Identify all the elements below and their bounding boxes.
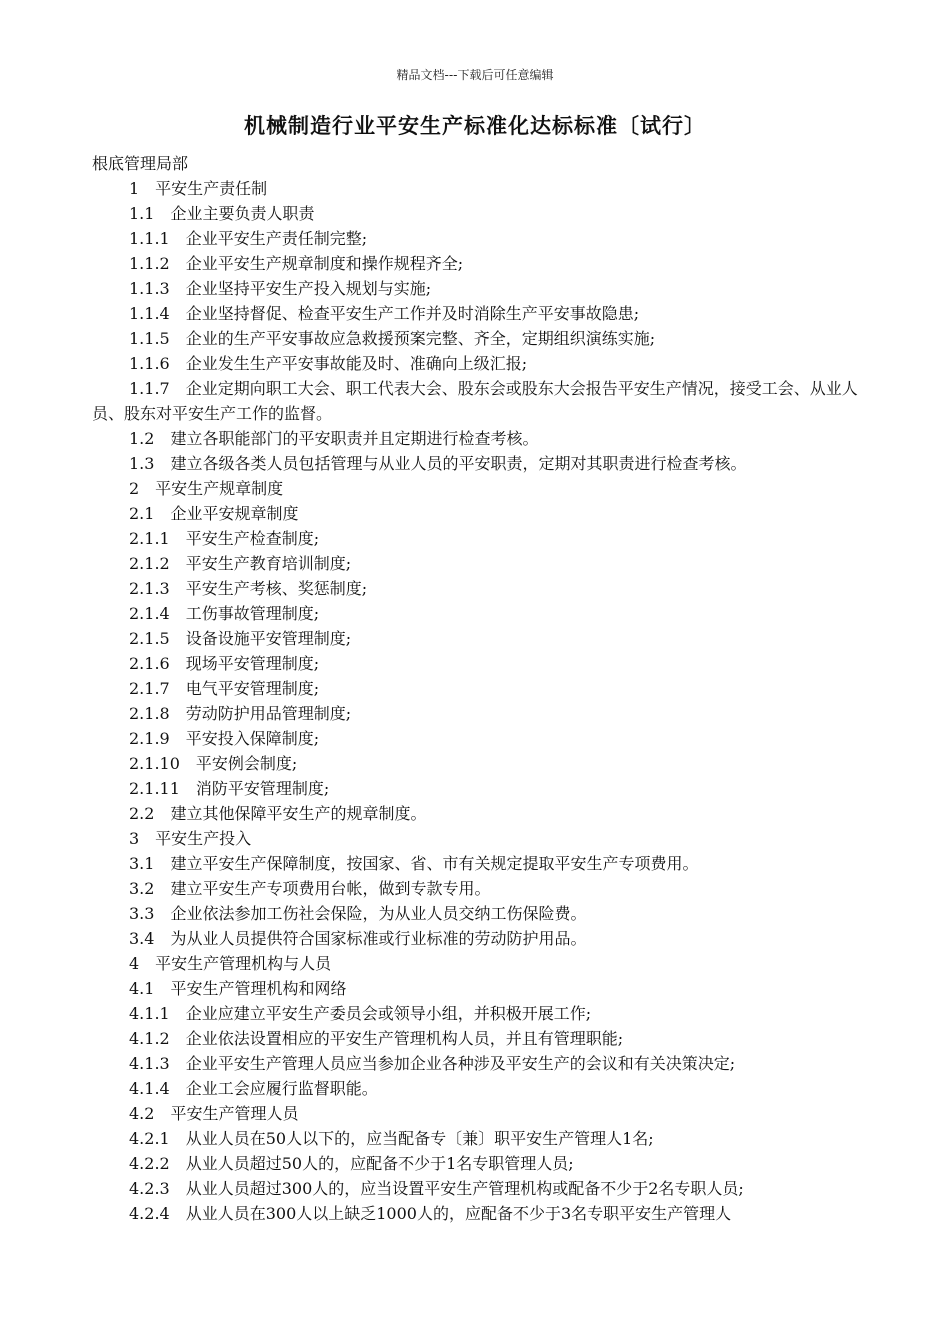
clause-line: 3.1 建立平安生产保障制度，按国家、省、市有关规定提取平安生产专项费用。	[129, 854, 699, 873]
clause-line: 4.1.2 企业依法设置相应的平安生产管理机构人员，并且有管理职能;	[129, 1029, 624, 1048]
clause-line: 2.1.5 设备设施平安管理制度;	[129, 629, 352, 648]
page-header: 精品文档---下载后可任意编辑	[396, 68, 554, 82]
clause-line: 2.2 建立其他保障平安生产的规章制度。	[129, 804, 427, 823]
clause-line: 2.1.1 平安生产检查制度;	[129, 529, 320, 548]
clause-line: 2.1.7 电气平安管理制度;	[129, 679, 320, 698]
clause-paragraph: 1.1.7 企业定期向职工大会、职工代表大会、股东会或股东大会报告平安生产情况，接受工会、从业人员、股东对平安生产工作的监督。	[92, 379, 858, 423]
clause-line: 2.1.4 工伤事故管理制度;	[129, 604, 320, 623]
section-heading: 根底管理局部	[92, 154, 189, 173]
clause-line: 1.1.5 企业的生产平安事故应急救援预案完整、齐全，定期组织演练实施;	[129, 329, 656, 348]
document-body	[92, 151, 862, 1226]
clause-line: 4.2.1 从业人员在50人以下的，应当配备专〔兼〕职平安生产管理人1名;	[129, 1129, 654, 1148]
clause-line: 2.1 企业平安规章制度	[129, 504, 299, 523]
clause-line: 2.1.8 劳动防护用品管理制度;	[129, 704, 352, 723]
clause-line: 3.2 建立平安生产专项费用台帐，做到专款专用。	[129, 879, 491, 898]
clause-line: 4.1.4 企业工会应履行监督职能。	[129, 1079, 378, 1098]
clause-line: 1.1.2 企业平安生产规章制度和操作规程齐全;	[129, 254, 464, 273]
clause-line: 2.1.9 平安投入保障制度;	[129, 729, 320, 748]
clause-line: 2.1.11 消防平安管理制度;	[129, 779, 330, 798]
clause-line: 3 平安生产投入	[129, 829, 252, 848]
clause-line: 1.1 企业主要负责人职责	[129, 204, 315, 223]
clause-line: 1.1.6 企业发生生产平安事故能及时、准确向上级汇报;	[129, 354, 528, 373]
clause-line: 4.2.4 从业人员在300人以上缺乏1000人的，应配备不少于3名专职平安生产管理人	[129, 1204, 732, 1223]
clause-line: 2 平安生产规章制度	[129, 479, 284, 498]
clause-line: 4.1 平安生产管理机构和网络	[129, 979, 347, 998]
clause-line: 2.1.6 现场平安管理制度;	[129, 654, 320, 673]
clause-line: 1.1.3 企业坚持平安生产投入规划与实施;	[129, 279, 432, 298]
clause-line: 4 平安生产管理机构与人员	[129, 954, 332, 973]
clause-line: 4.1.3 企业平安生产管理人员应当参加企业各种涉及平安生产的会议和有关决策决定;	[129, 1054, 736, 1073]
clause-line: 1.2 建立各职能部门的平安职责并且定期进行检查考核。	[129, 429, 539, 448]
clause-line: 4.2 平安生产管理人员	[129, 1104, 299, 1123]
clause-paragraph: 4.2.3 从业人员超过300人的，应当设置平安生产管理机构或配备不少于2名专职人员;	[129, 1179, 744, 1198]
clause-line: 1 平安生产责任制	[129, 179, 268, 198]
clause-line: 2.1.10 平安例会制度;	[129, 754, 298, 773]
clause-line: 2.1.2 平安生产教育培训制度;	[129, 554, 352, 573]
clause-line: 1.1.4 企业坚持督促、检查平安生产工作并及时消除生产平安事故隐患;	[129, 304, 640, 323]
clause-line: 2.1.3 平安生产考核、奖惩制度;	[129, 579, 368, 598]
document-title: 机械制造行业平安生产标准化达标标准〔试行〕	[244, 114, 706, 138]
clause-line: 3.3 企业依法参加工伤社会保险，为从业人员交纳工伤保险费。	[129, 904, 587, 923]
clause-line: 4.1.1 企业应建立平安生产委员会或领导小组，并积极开展工作;	[129, 1004, 592, 1023]
clause-line: 3.4 为从业人员提供符合国家标准或行业标准的劳动防护用品。	[129, 929, 587, 948]
clause-line: 1.1.1 企业平安生产责任制完整;	[129, 229, 368, 248]
clause-line: 1.3 建立各级各类人员包括管理与从业人员的平安职责，定期对其职责进行检查考核。	[129, 454, 747, 473]
clause-line: 4.2.2 从业人员超过50人的，应配备不少于1名专职管理人员;	[129, 1154, 574, 1173]
